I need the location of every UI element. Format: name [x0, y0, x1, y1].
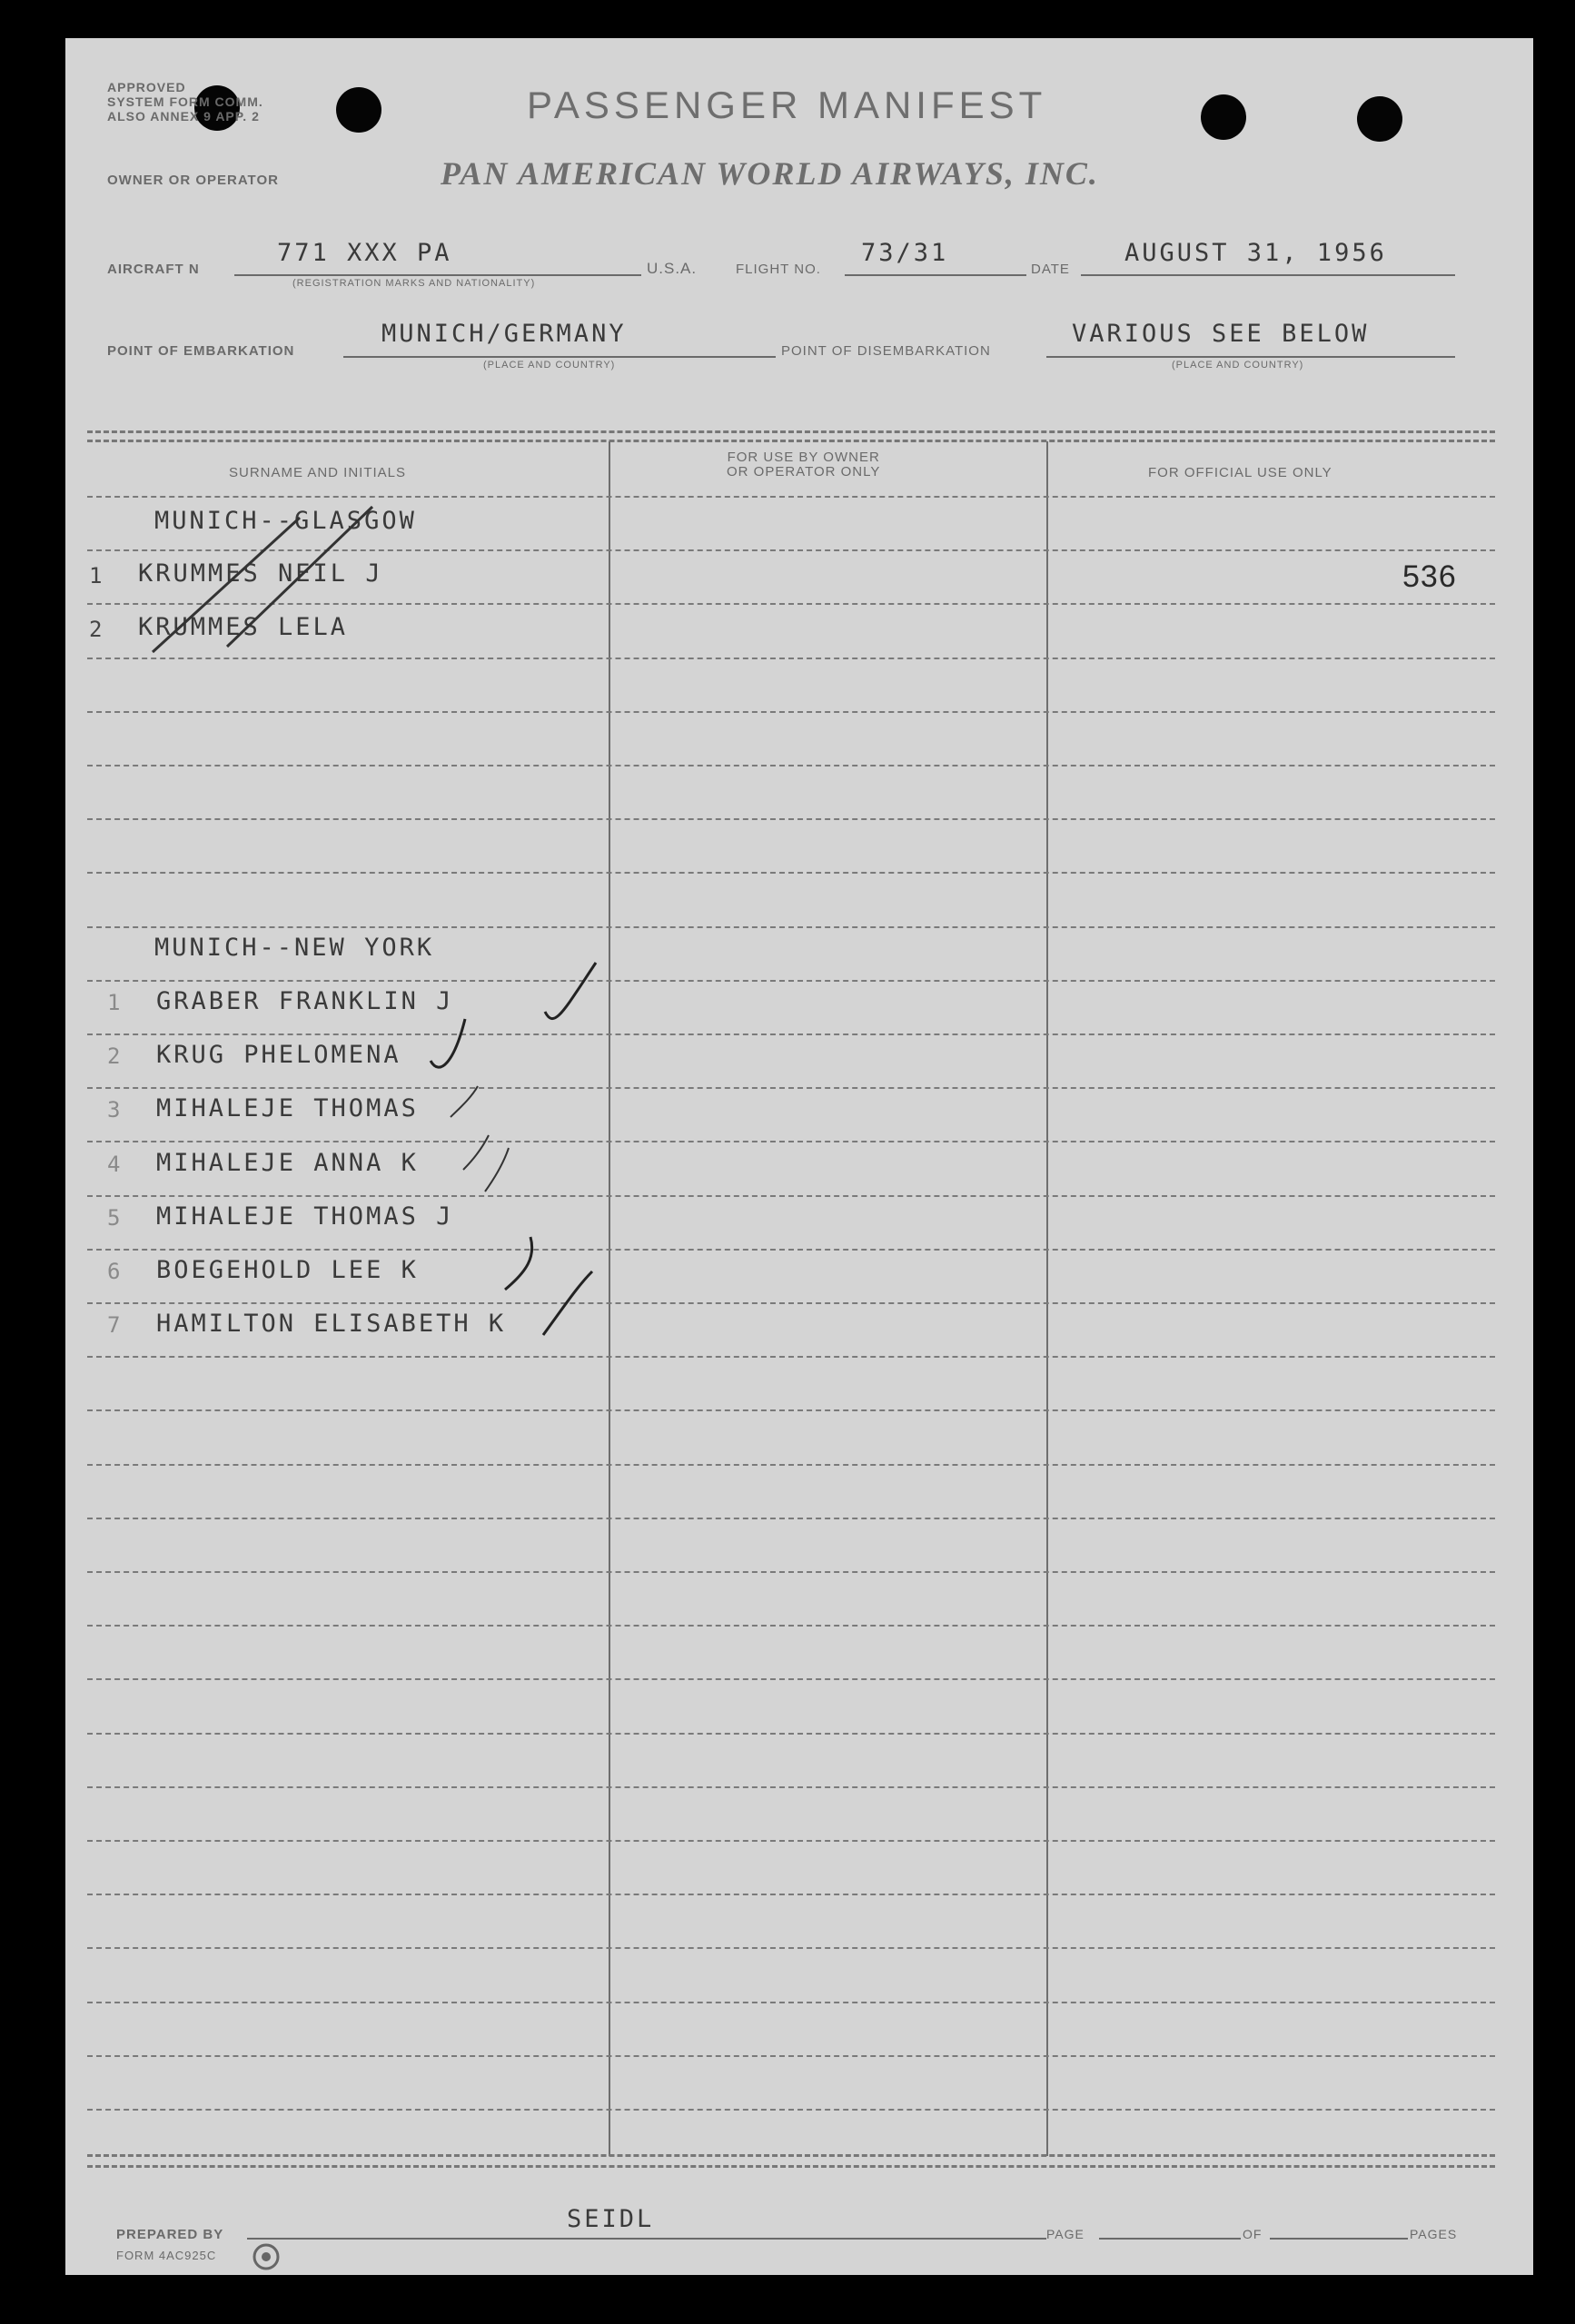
- underline: [1081, 274, 1455, 276]
- owner-value: PAN AMERICAN WORLD AIRWAYS, INC.: [441, 155, 1099, 192]
- disembark-label: POINT OF DISEMBARKATION: [781, 343, 991, 359]
- of-label: OF: [1243, 2227, 1263, 2241]
- row-number: 1: [107, 990, 121, 1015]
- row-number: 4: [107, 1152, 121, 1177]
- passenger-name: MIHALEJE THOMAS J: [156, 1202, 454, 1231]
- underline: [1099, 2238, 1241, 2240]
- table-rule: [87, 2109, 1495, 2111]
- underline: [343, 356, 776, 358]
- row-number: 3: [107, 1097, 121, 1122]
- table-rule: [87, 1733, 1495, 1735]
- embark-label: POINT OF EMBARKATION: [107, 343, 295, 359]
- punch-hole: [1357, 96, 1402, 142]
- underline: [845, 274, 1026, 276]
- passenger-name: KRUMMES NEIL J: [138, 559, 383, 588]
- table-top-rule: [87, 440, 1495, 442]
- embark-value: MUNICH/GERMANY: [381, 320, 627, 348]
- table-rule: [87, 1894, 1495, 1895]
- prepared-by-value: SEIDL: [567, 2205, 655, 2233]
- flight-label: FLIGHT NO.: [736, 262, 821, 277]
- table-rule: [87, 1409, 1495, 1411]
- usa-label: U.S.A.: [647, 260, 698, 277]
- aircraft-sublabel: (REGISTRATION MARKS AND NATIONALITY): [292, 278, 536, 289]
- flight-value: 73/31: [861, 239, 949, 267]
- underline: [1270, 2238, 1408, 2240]
- aircraft-label: AIRCRAFT N: [107, 262, 200, 277]
- table-rule: [87, 818, 1495, 820]
- table-rule: [87, 926, 1495, 928]
- table-rule: [87, 711, 1495, 713]
- passenger-name: KRUG PHELOMENA: [156, 1041, 401, 1069]
- row-number: 2: [107, 1043, 121, 1069]
- disembark-value: VARIOUS SEE BELOW: [1072, 320, 1370, 348]
- table-bottom-rule: [87, 2165, 1495, 2168]
- form-number: FORM 4AC925C: [116, 2249, 217, 2262]
- row-number: 2: [89, 617, 103, 642]
- union-bug-icon: [251, 2241, 282, 2272]
- embark-sublabel: (PLACE AND COUNTRY): [483, 360, 616, 371]
- aircraft-value: 771 XXX PA: [277, 239, 452, 267]
- table-rule: [87, 872, 1495, 874]
- col-owner-use-line: OR OPERATOR ONLY: [727, 464, 881, 480]
- owner-label: OWNER OR OPERATOR: [107, 173, 279, 188]
- table-rule: [87, 1947, 1495, 1949]
- table-rule: [87, 1518, 1495, 1519]
- table-rule: [87, 980, 1495, 982]
- col-owner-use-line: FOR USE BY OWNER: [727, 450, 880, 465]
- page-label: PAGE: [1046, 2227, 1085, 2241]
- col-surname-header: SURNAME AND INITIALS: [229, 465, 407, 480]
- table-rule: [87, 1625, 1495, 1627]
- table-rule: [87, 1356, 1495, 1358]
- table-rule: [87, 765, 1495, 766]
- table-rule: [87, 1033, 1495, 1035]
- underline: [234, 274, 641, 276]
- strike-marks: [127, 490, 400, 663]
- approval-stamp-line: SYSTEM FORM COMM.: [107, 94, 263, 109]
- punch-hole: [336, 87, 381, 133]
- row-number: 7: [107, 1312, 121, 1338]
- table-rule: [87, 2055, 1495, 2057]
- table-rule: [87, 1678, 1495, 1680]
- check-marks: [418, 954, 618, 1353]
- disembark-sublabel: (PLACE AND COUNTRY): [1172, 360, 1304, 371]
- passenger-name: HAMILTON ELISABETH K: [156, 1310, 507, 1338]
- pages-label: PAGES: [1410, 2227, 1458, 2241]
- passenger-name: MIHALEJE THOMAS: [156, 1094, 419, 1122]
- table-rule: [87, 1464, 1495, 1466]
- table-rule: [87, 1087, 1495, 1089]
- passenger-name: MIHALEJE ANNA K: [156, 1149, 419, 1177]
- date-value: AUGUST 31, 1956: [1124, 239, 1387, 267]
- col-official-header: FOR OFFICIAL USE ONLY: [1148, 465, 1332, 480]
- column-divider: [1046, 441, 1048, 2156]
- row-number: 5: [107, 1205, 121, 1231]
- passenger-name: KRUMMES LELA: [138, 613, 349, 641]
- table-rule: [87, 1786, 1495, 1788]
- table-rule: [87, 1195, 1495, 1197]
- row-number: 6: [107, 1259, 121, 1284]
- underline: [247, 2238, 1046, 2240]
- section-heading: MUNICH--NEW YORK: [154, 934, 435, 962]
- table-rule: [87, 1141, 1495, 1142]
- approval-stamp-line: ALSO ANNEX 9 APP. 2: [107, 109, 260, 124]
- row-number: 1: [89, 563, 103, 588]
- table-bottom-rule: [87, 2154, 1495, 2157]
- passenger-name: BOEGEHOLD LEE K: [156, 1256, 419, 1284]
- approval-stamp: [107, 80, 263, 124]
- table-rule: [87, 1302, 1495, 1304]
- table-rule: [87, 1840, 1495, 1842]
- col-owner-use-header: [727, 450, 880, 480]
- date-label: DATE: [1031, 262, 1070, 277]
- page-title: PASSENGER MANIFEST: [527, 84, 1047, 126]
- table-rule: [87, 1249, 1495, 1251]
- prepared-by-label: PREPARED BY: [116, 2227, 224, 2242]
- table-rule: [87, 2002, 1495, 2003]
- punch-hole: [1201, 94, 1246, 140]
- table-rule: [87, 1571, 1495, 1573]
- passenger-name: GRABER FRANKLIN J: [156, 987, 454, 1015]
- official-note: 536: [1402, 559, 1457, 594]
- approval-stamp-line: APPROVED: [107, 80, 186, 94]
- underline: [1046, 356, 1455, 358]
- table-top-rule: [87, 430, 1495, 433]
- section-heading: MUNICH--GLASGOW: [154, 507, 417, 535]
